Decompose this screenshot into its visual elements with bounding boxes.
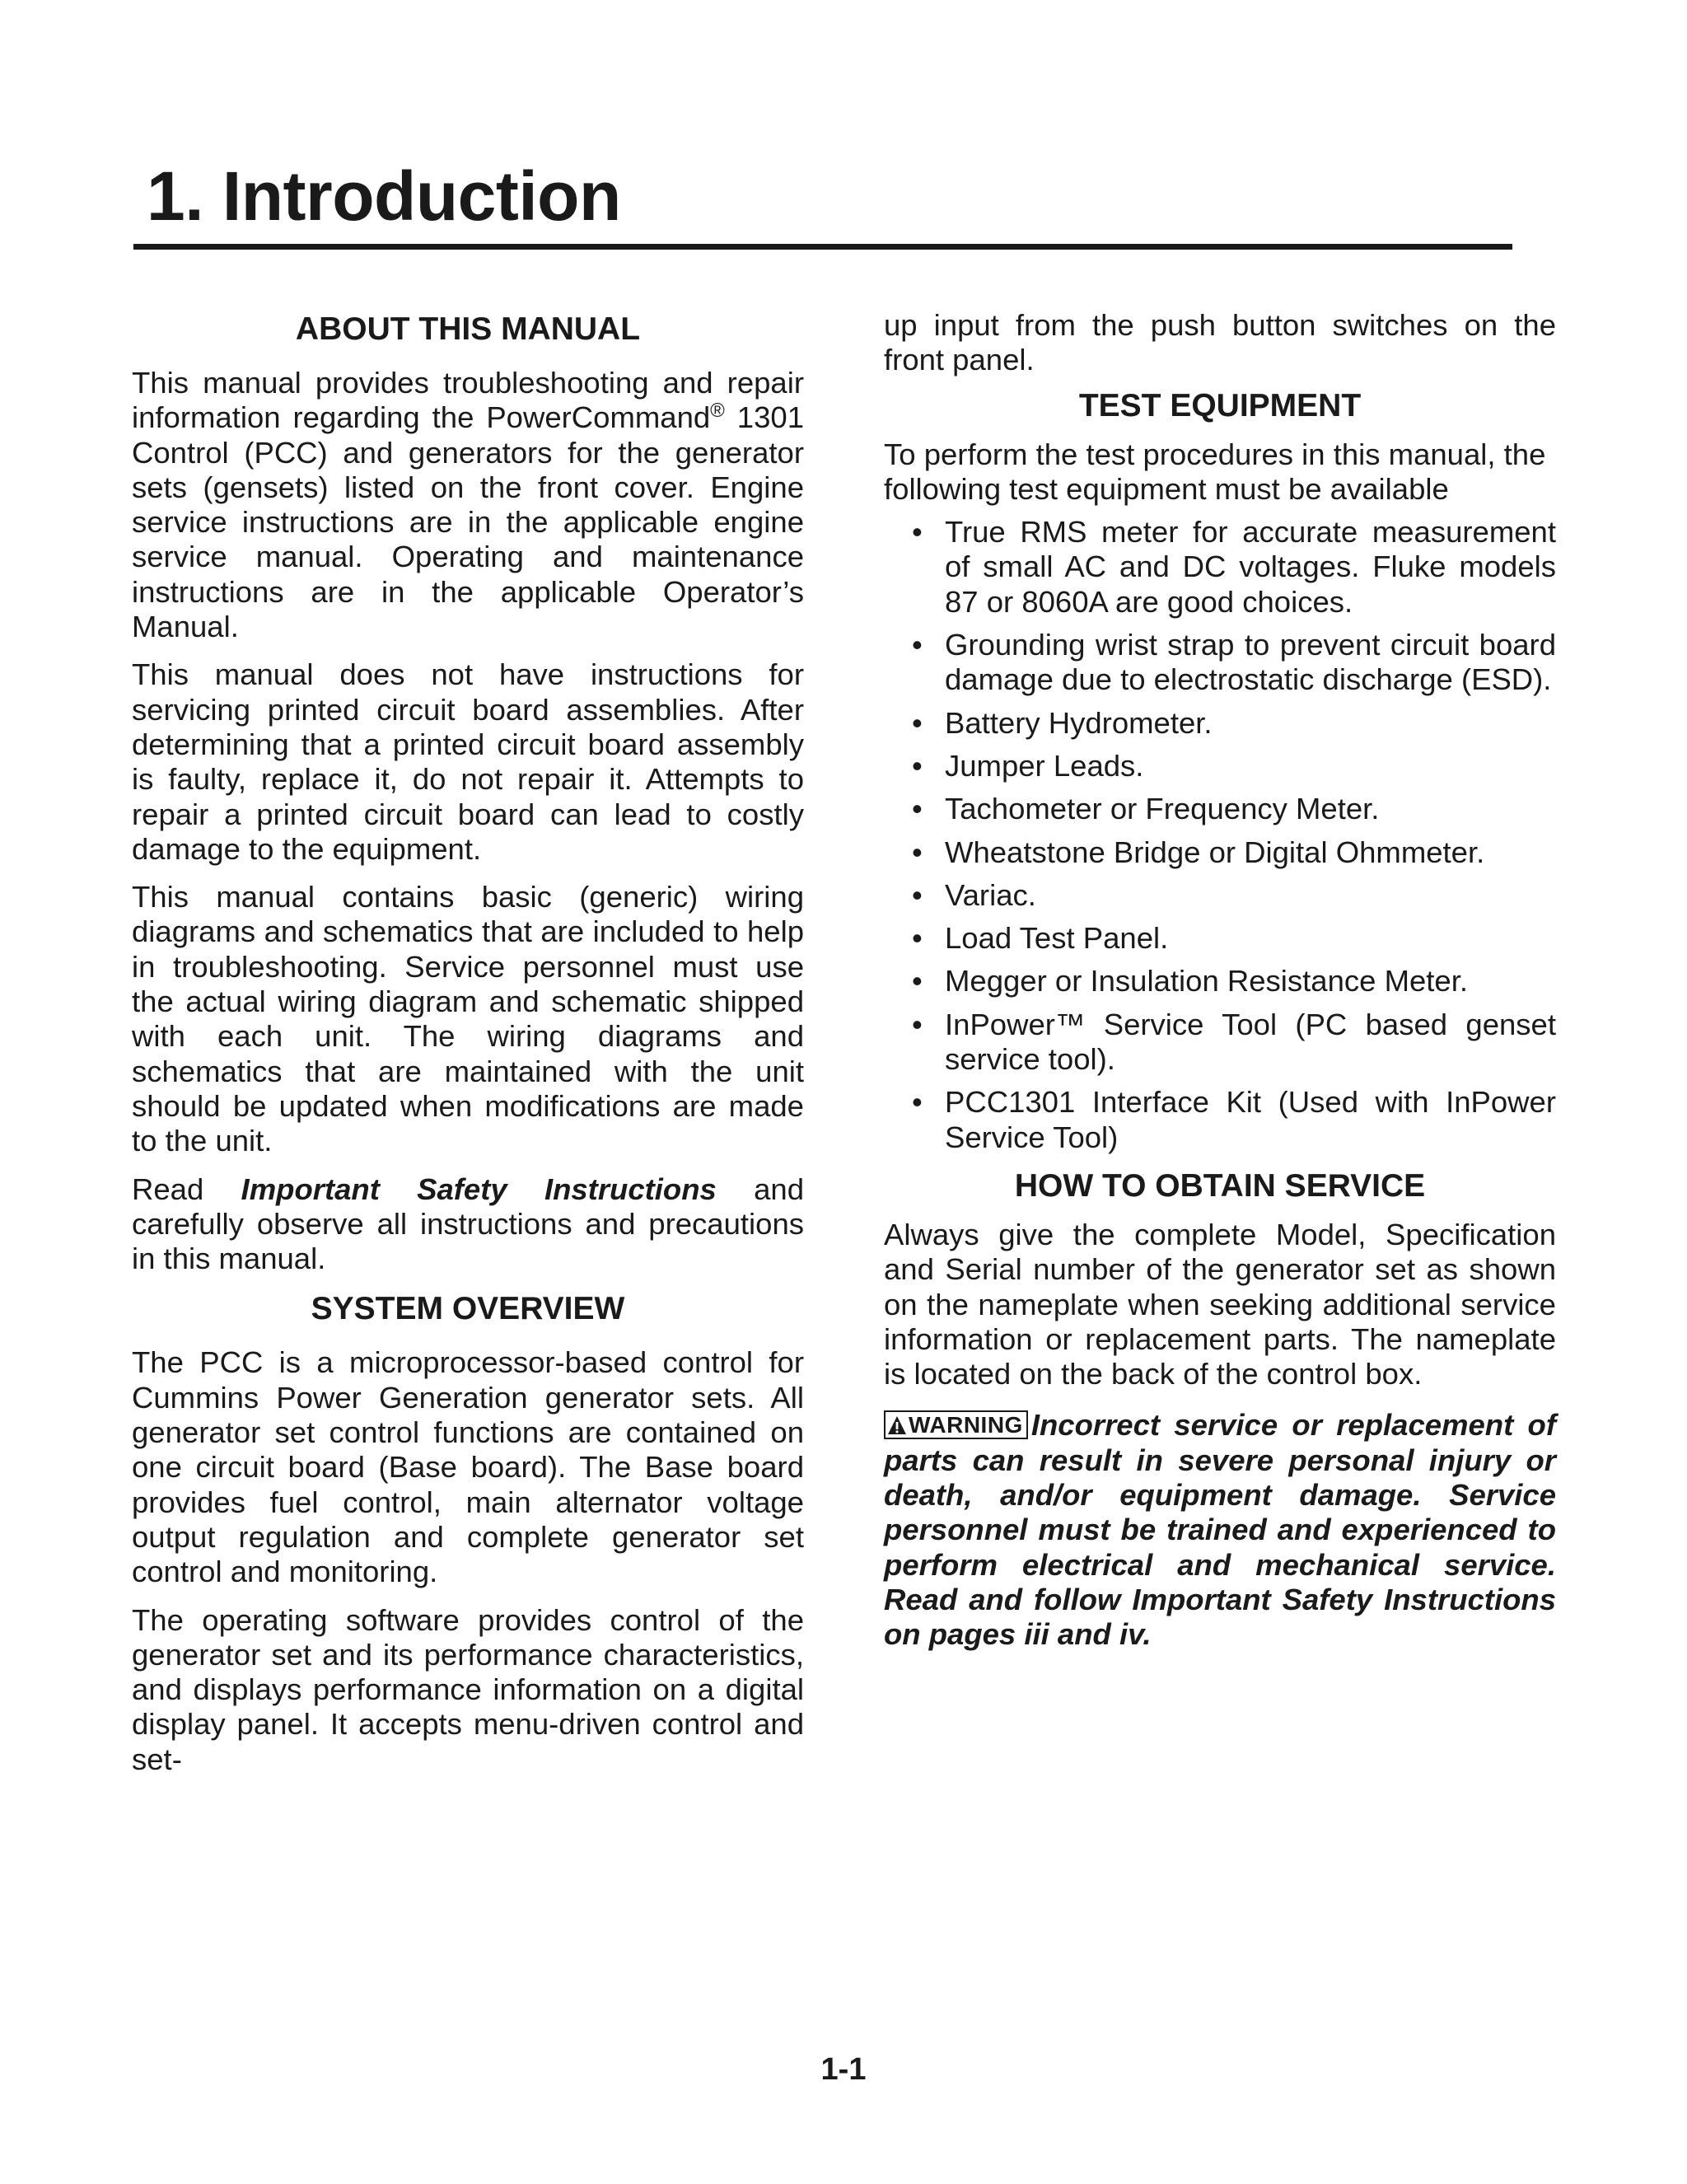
- chapter-title: 1. Introduction: [147, 157, 621, 235]
- bullet: •: [912, 628, 923, 662]
- list-item: • Jumper Leads.: [912, 748, 1144, 783]
- about-p1-text-b: 1301 Control (PCC) and generators for the generator sets (gensets) listed on the front cover. Engine service instructions are in the applicable engine service manual. Operating and maintenance instructions are in the applicable Operator’s Manual.: [132, 400, 804, 644]
- test-equipment-list: [884, 515, 1556, 1155]
- system-overview-heading: SYSTEM OVERVIEW: [311, 1291, 625, 1327]
- about-p4-text-c: and carefully observe all instructions and precautions in this manual.: [132, 1172, 805, 1276]
- obtain-service-paragraph: Always give the complete Model, Specification and Serial number of the generator set as shown on the nameplate when seeking additional service information or replacement parts. The nameplate is located on the back of the control box.: [884, 1217, 1556, 1391]
- bullet: •: [912, 835, 923, 869]
- left-column: [132, 308, 804, 1790]
- registered-mark: ®: [710, 400, 725, 423]
- warning-badge: [884, 1410, 1028, 1439]
- list-item: • Grounding wrist strap to prevent circuit board damage due to electrostatic discharge (ESD).: [912, 628, 1556, 697]
- list-item: • Battery Hydrometer.: [912, 705, 1213, 740]
- bullet: •: [912, 877, 923, 912]
- list-item: • Tachometer or Frequency Meter.: [912, 792, 1380, 826]
- chapter-title-rule: [133, 244, 1512, 250]
- about-manual-paragraph-1: [132, 366, 804, 644]
- bullet: •: [912, 705, 923, 740]
- list-item: • True RMS meter for accurate measurement of small AC and DC voltages. Fluke models 87 or 8060A are good choices.: [912, 515, 1556, 619]
- right-column: [884, 308, 1556, 1653]
- warning-text: Incorrect service or replacement of parts can result in severe personal injury or death, and/or equipment damage. Service personnel must be trained and experienced to perform electrical and mechanical service. Read and follow Important Safety Instructions on pages iii and iv.: [884, 1408, 1556, 1652]
- list-item: • Wheatstone Bridge or Digital Ohmmeter.: [912, 835, 1485, 869]
- warning-label: WARNING: [909, 1412, 1023, 1438]
- bullet: •: [912, 964, 923, 998]
- test-equipment-intro: To perform the test procedures in this manual, the following test equipment must be available: [884, 437, 1546, 506]
- list-item: • InPower™ Service Tool (PC based genset service tool).: [912, 1007, 1556, 1077]
- system-overview-paragraph-2: The operating software provides control of the generator set and its performance characteristics, and displays performance information on a digital display panel. It accepts menu-driven control and set-: [132, 1602, 804, 1776]
- about-p4-text-a: Read: [132, 1172, 241, 1206]
- test-equipment-heading: TEST EQUIPMENT: [1078, 387, 1362, 423]
- system-overview-continued: up input from the push button switches on the front panel.: [884, 308, 1556, 377]
- obtain-service-heading: HOW TO OBTAIN SERVICE: [1014, 1167, 1426, 1204]
- list-item: • Variac.: [912, 877, 1036, 912]
- bullet: •: [912, 792, 923, 826]
- list-item: • PCC1301 Interface Kit (Used with InPower Service Tool): [912, 1085, 1556, 1154]
- about-p1-text-a: This manual provides troubleshooting and repair information regarding the PowerCommand: [132, 366, 804, 435]
- about-manual-paragraph-3: This manual contains basic (generic) wiring diagrams and schematics that are included to help in troubleshooting. Service personnel must use the actual wiring diagram and schematic shipped with each unit. The wiring diagrams and schematics that are maintained with the unit should be updated when modifications are made to the unit.: [132, 880, 804, 1158]
- bullet: •: [912, 921, 923, 956]
- about-manual-paragraph-2: This manual does not have instructions for servicing printed circuit board assemblies. After determining that a printed circuit board assembly is faulty, replace it, do not repair it. Attempts to repair a printed circuit board can lead to costly damage to the equipment.: [132, 657, 804, 866]
- bullet: •: [912, 1007, 923, 1041]
- bullet: •: [912, 1085, 923, 1120]
- about-manual-paragraph-4: [132, 1172, 804, 1277]
- bullet: •: [912, 515, 923, 550]
- warning-triangle-icon: [887, 1415, 907, 1435]
- system-overview-paragraph-1: The PCC is a microprocessor-based control for Cummins Power Generation generator sets. All generator set control functions are contained on one circuit board (Base board). The Base board provides fuel control, main alternator voltage output regulation and complete generator set control and monitoring.: [132, 1345, 804, 1589]
- about-manual-heading: ABOUT THIS MANUAL: [295, 311, 641, 347]
- list-item: • Load Test Panel.: [912, 921, 1169, 956]
- page-number: 1-1: [820, 2052, 867, 2087]
- warning-notice: [884, 1408, 1556, 1652]
- list-item: • Megger or Insulation Resistance Meter.: [912, 964, 1469, 998]
- bullet: •: [912, 748, 923, 783]
- safety-instructions-reference: Important Safety Instructions: [241, 1172, 717, 1206]
